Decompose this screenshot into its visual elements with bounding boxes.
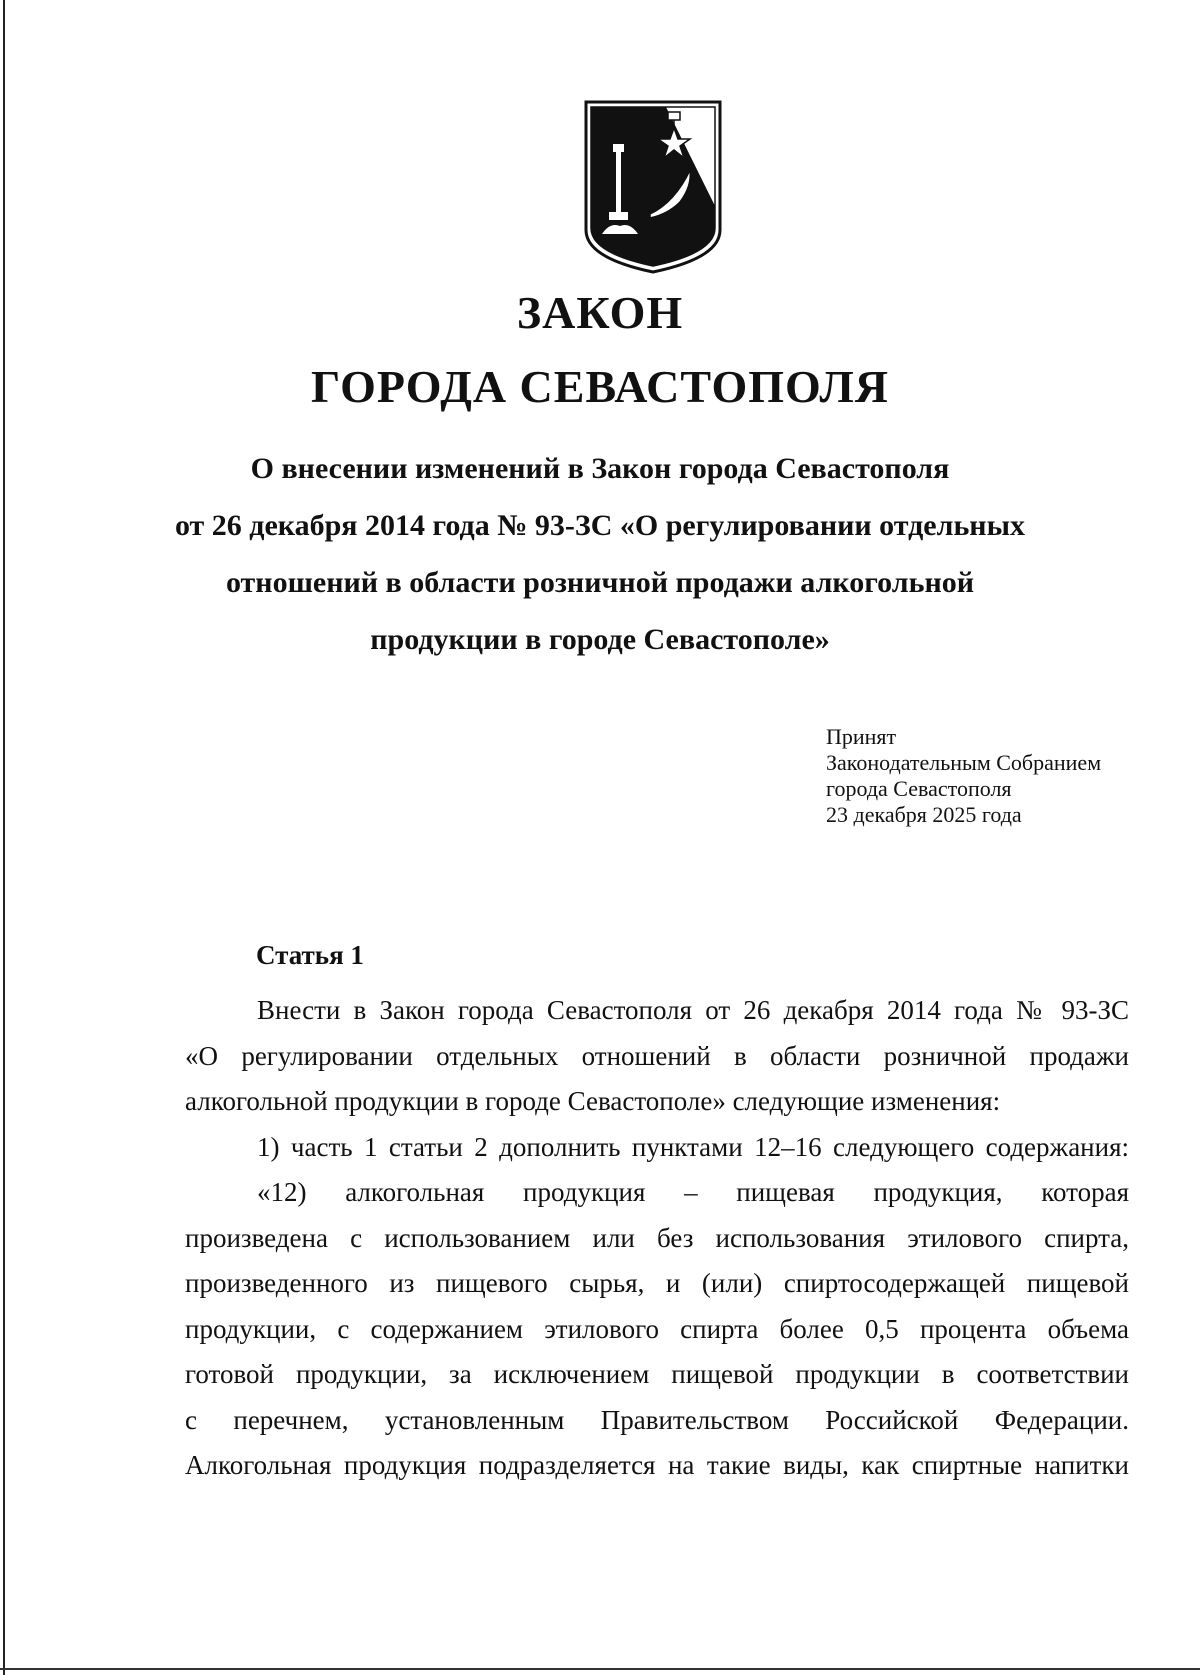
- document-title: ЗАКОН: [516, 287, 684, 338]
- body-line: алкогольной продукции в городе Севастополе» следующие изменения:: [185, 1086, 1001, 1116]
- adoption-line: города Севастополя: [826, 776, 1012, 801]
- document-subtitle: [150, 440, 1050, 668]
- subtitle-line: О внесении изменений в Закон города Севастополя: [250, 452, 950, 485]
- body-line: «О регулировании отдельных отношений в области розничной продажи: [185, 1040, 1129, 1071]
- sevastopol-coat-of-arms-icon: [580, 98, 726, 276]
- body-line: произведена с использованием или без использования этилового спирта,: [185, 1222, 1129, 1253]
- scan-edge: [3, 0, 5, 1675]
- document-issuer: ГОРОДА СЕВАСТОПОЛЯ: [310, 361, 890, 412]
- article-body: [185, 988, 1129, 1489]
- body-line: готовой продукции, за исключением пищевой продукции в соответствии: [185, 1359, 1129, 1389]
- article-heading: Статья 1: [256, 940, 364, 970]
- adoption-line: Принят: [826, 724, 897, 749]
- body-line: с перечнем, установленным Правительством Российской Федерации.: [185, 1404, 1129, 1435]
- adoption-line: Законодательным Собранием: [826, 750, 1102, 775]
- body-line: продукции, с содержанием этилового спирта более 0,5 процента объема: [185, 1313, 1129, 1344]
- adoption-note: [826, 724, 1101, 828]
- body-line: произведенного из пищевого сырья, и (или) спиртосодержащей пищевой: [185, 1268, 1129, 1298]
- subtitle-line: отношений в области розничной продажи алкогольной: [225, 566, 975, 599]
- body-line: «12) алкогольная продукция – пищевая продукция, которая: [257, 1177, 1129, 1207]
- body-line: Алкогольная продукция подразделяется на такие виды, как спиртные напитки: [185, 1450, 1129, 1480]
- body-line: 1) часть 1 статьи 2 дополнить пунктами 12–16 следующего содержания:: [257, 1131, 1129, 1162]
- body-line: Внести в Закон города Севастополя от 26 декабря 2014 года № 93-ЗС: [257, 995, 1129, 1025]
- scan-edge: [0, 1668, 1200, 1670]
- adoption-date: 23 декабря 2025 года: [826, 802, 1022, 827]
- subtitle-line: от 26 декабря 2014 года № 93-ЗС «О регулировании отдельных: [174, 509, 1026, 542]
- subtitle-line: продукции в городе Севастополе»: [370, 623, 830, 656]
